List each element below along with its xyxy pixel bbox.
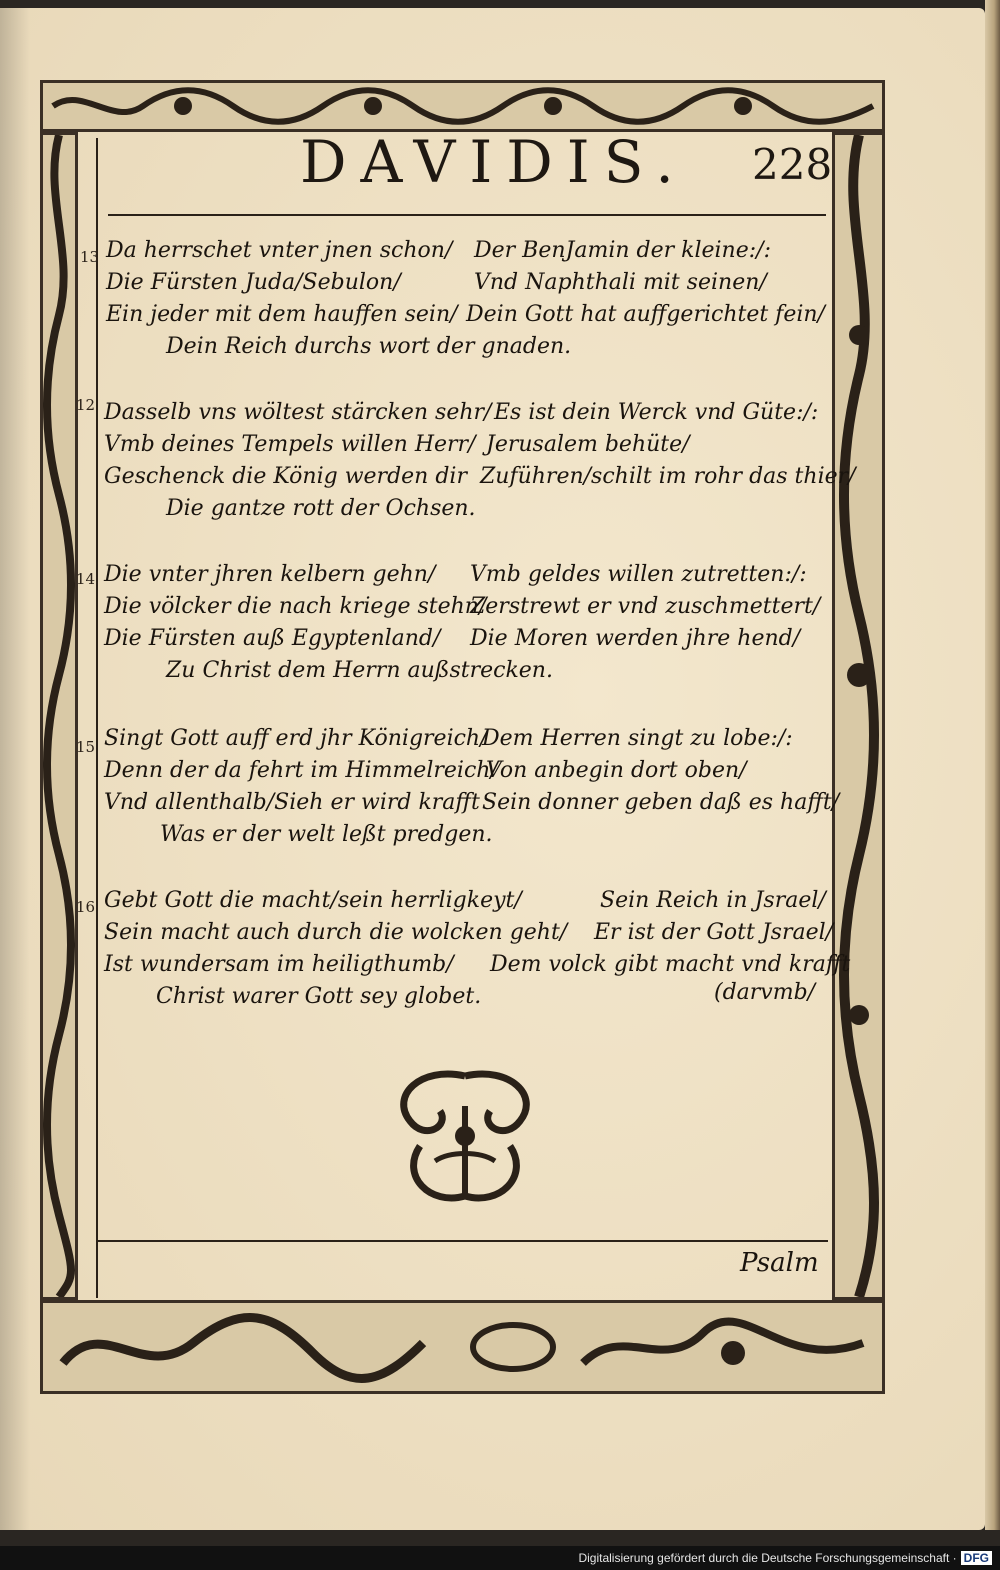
verse-line: Dem Herren singt zu lobe:/:	[482, 726, 793, 751]
verse-line: Die Fürsten Juda/Sebulon/	[106, 270, 401, 295]
verse-line: Zuführen/schilt im rohr das thier/	[480, 464, 856, 489]
verse-line: Jerusalem behüte/	[486, 432, 690, 457]
verse-line: Vmb geldes willen zutretten:/:	[470, 562, 807, 587]
header-rule	[108, 214, 826, 216]
running-title: DAVIDIS.	[300, 128, 688, 196]
verse-line: Zerstrewt er vnd zuschmettert/	[470, 594, 821, 619]
verse-number: 14	[76, 570, 96, 588]
closing-line: Was er der welt leßt predgen.	[160, 822, 493, 847]
verse-line: Dein Gott hat auffgerichtet fein/	[466, 302, 825, 327]
footer-credit: Digitalisierung gefördert durch die Deutsche Forschungsgemeinschaft ·	[578, 1551, 957, 1565]
verse-line: Er ist der Gott Jsrael/	[594, 920, 834, 945]
closing-line: Dein Reich durchs wort der gnaden.	[166, 334, 572, 359]
turnover-line: (darvmb/	[714, 980, 816, 1005]
verse-line: Es ist dein Werck vnd Güte:/:	[494, 400, 819, 425]
verse-line: Geschenck die König werden dir	[104, 464, 467, 489]
verse-number: 16	[76, 898, 96, 916]
closing-line: Christ warer Gott sey globet.	[156, 984, 482, 1009]
closing-line: Die gantze rott der Ochsen.	[166, 496, 476, 521]
verse-line: Denn der da fehrt im Himmelreich/	[104, 758, 498, 783]
verse-line: Die Fürsten auß Egyptenland/	[104, 626, 441, 651]
woodcut-border-top	[40, 80, 885, 132]
footer-rule	[96, 1240, 828, 1242]
verse-line: Sein macht auch durch die wolcken geht/	[104, 920, 568, 945]
verse-line: Vmb deines Tempels willen Herr/	[104, 432, 476, 457]
verse-line: Da herrschet vnter jnen schon/	[106, 238, 453, 263]
verse-line: Vnd Naphthali mit seinen/	[474, 270, 767, 295]
verse-number: 13	[80, 248, 100, 266]
verse-line: Der BenJamin der kleine:/:	[474, 238, 771, 263]
woodcut-border-left	[40, 132, 78, 1300]
verse-line: Dem volck gibt macht vnd krafft	[490, 952, 851, 977]
verse-line: Ein jeder mit dem hauffen sein/	[106, 302, 458, 327]
woodcut-border-right	[832, 132, 885, 1300]
verse-line: Gebt Gott die macht/sein herrligkeyt/	[104, 888, 522, 913]
verse-line: Dasselb vns wöltest stärcken sehr/	[104, 400, 492, 425]
page-number: 228	[752, 140, 833, 189]
verse-line: Sein Reich in Jsrael/	[600, 888, 826, 913]
catchword: Psalm	[740, 1248, 819, 1278]
verse-line: Von anbegin dort oben/	[486, 758, 747, 783]
woodcut-border-bottom	[40, 1300, 885, 1394]
verse-number: 12	[76, 396, 96, 414]
verse-line: Sein donner geben daß es hafft/	[482, 790, 840, 815]
verse-line: Vnd allenthalb/Sieh er wird krafft	[104, 790, 480, 815]
verse-line: Die völcker die nach kriege stehn/	[104, 594, 487, 619]
digitization-footer	[0, 1546, 1000, 1570]
dfg-logo: DFG	[961, 1551, 992, 1565]
page-edge	[985, 0, 1000, 1530]
verse-line: Singt Gott auff erd jhr Königreich/	[104, 726, 488, 751]
verse-line: Ist wundersam im heiligthumb/	[104, 952, 454, 977]
closing-line: Zu Christ dem Herrn außstrecken.	[166, 658, 553, 683]
vignette-ornament	[380, 1066, 550, 1216]
verse-line: Die Moren werden jhre hend/	[470, 626, 801, 651]
verse-line: Die vnter jhren kelbern gehn/	[104, 562, 436, 587]
verse-number: 15	[76, 738, 96, 756]
